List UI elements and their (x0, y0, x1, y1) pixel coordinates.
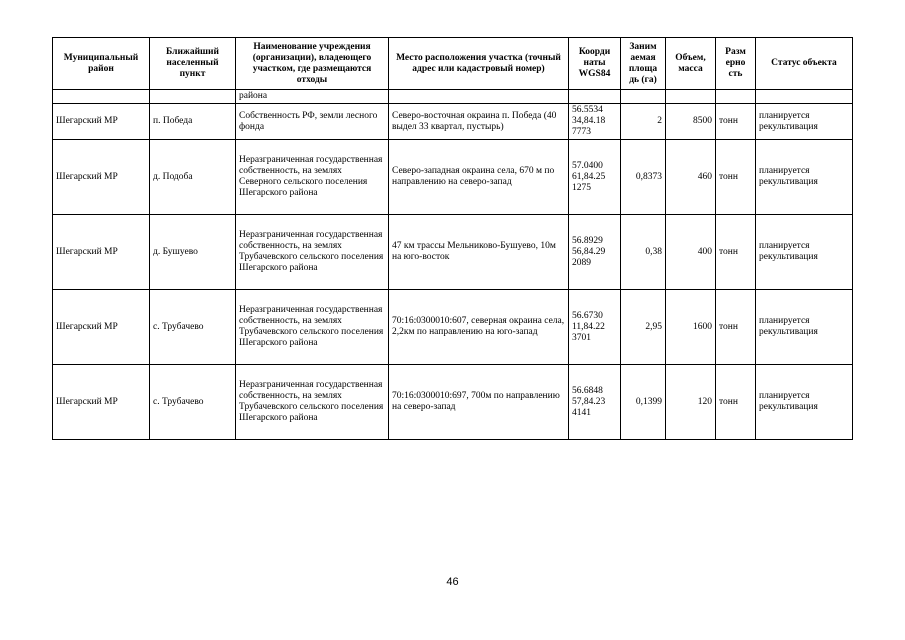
cell-area: 0,8373 (621, 140, 666, 215)
cell-coords: 56.5534 34,84.18 7773 (569, 104, 621, 140)
cell-owner: Неразграниченная государственная собственность, на землях Северного сельского поселения Шегарского района (236, 140, 389, 215)
cell-coords: 56.6848 57,84.23 4141 (569, 365, 621, 440)
cell-owner: Неразграниченная государственная собственность, на землях Трубачевского сельского поселения Шегарского района (236, 365, 389, 440)
table-row (53, 365, 853, 440)
cell-area: 2,95 (621, 290, 666, 365)
cell-area: 0,1399 (621, 365, 666, 440)
header-unit: Разм ерно сть (716, 38, 756, 90)
cell-volume: 400 (666, 215, 716, 290)
cell-status: планируется рекультивация (756, 215, 853, 290)
cell-location: Северо-западная окраина села, 670 м по направлению на северо-запад (389, 140, 569, 215)
cell-settlement: с. Трубачево (150, 365, 236, 440)
cell-volume: 8500 (666, 104, 716, 140)
cell-unit: тонн (716, 104, 756, 140)
cell-owner: Собственность РФ, земли лесного фонда (236, 104, 389, 140)
table-row (53, 215, 853, 290)
table-row (53, 140, 853, 215)
cell-coords: 57.0400 61,84.25 1275 (569, 140, 621, 215)
cell-location: 47 км трассы Мельниково-Бушуево, 10м на юго-восток (389, 215, 569, 290)
continuation-row (53, 90, 853, 104)
cell-volume: 460 (666, 140, 716, 215)
cell-area: 0,38 (621, 215, 666, 290)
header-district: Муниципальный район (53, 38, 150, 90)
cell-location: 70:16:0300010:607, северная окраина села, 2,2км по направлению на юго-запад (389, 290, 569, 365)
cell-unit: тонн (716, 140, 756, 215)
cell-district: Шегарский МР (53, 290, 150, 365)
cell-settlement: п. Победа (150, 104, 236, 140)
continuation-cell: района (236, 90, 389, 104)
header-settlement: Ближайший населенный пункт (150, 38, 236, 90)
cell-area: 2 (621, 104, 666, 140)
cell-settlement: д. Подоба (150, 140, 236, 215)
cell-unit: тонн (716, 365, 756, 440)
header-owner: Наименование учреждения (организации), владеющего участком, где размещаются отходы (236, 38, 389, 90)
cell-district: Шегарский МР (53, 140, 150, 215)
cell-district: Шегарский МР (53, 365, 150, 440)
cell-settlement: с. Трубачево (150, 290, 236, 365)
cell-location: 70:16:0300010:697, 700м по направлению на северо-запад (389, 365, 569, 440)
header-status: Статус объекта (756, 38, 853, 90)
cell-status: планируется рекультивация (756, 104, 853, 140)
cell-location: Северо-восточная окраина п. Победа (40 выдел 33 квартал, пустырь) (389, 104, 569, 140)
header-location: Место расположения участка (точный адрес или кадастровый номер) (389, 38, 569, 90)
cell-district: Шегарский МР (53, 215, 150, 290)
cell-owner: Неразграниченная государственная собственность, на землях Трубачевского сельского поселения Шегарского района (236, 290, 389, 365)
header-row (53, 38, 853, 90)
cell-status: планируется рекультивация (756, 365, 853, 440)
table-row (53, 104, 853, 140)
cell-owner: Неразграниченная государственная собственность, на землях Трубачевского сельского поселения Шегарского района (236, 215, 389, 290)
header-coords: Коорди наты WGS84 (569, 38, 621, 90)
cell-district: Шегарский МР (53, 104, 150, 140)
table-row (53, 290, 853, 365)
waste-sites-table (52, 37, 853, 440)
cell-coords: 56.8929 56,84.29 2089 (569, 215, 621, 290)
cell-volume: 1600 (666, 290, 716, 365)
cell-unit: тонн (716, 215, 756, 290)
cell-volume: 120 (666, 365, 716, 440)
cell-settlement: д. Бушуево (150, 215, 236, 290)
cell-status: планируется рекультивация (756, 140, 853, 215)
page-number: 46 (446, 576, 459, 588)
cell-unit: тонн (716, 290, 756, 365)
cell-status: планируется рекультивация (756, 290, 853, 365)
header-area: Заним аемая площа дь (га) (621, 38, 666, 90)
header-volume: Объем, масса (666, 38, 716, 90)
cell-coords: 56.6730 11,84.22 3701 (569, 290, 621, 365)
